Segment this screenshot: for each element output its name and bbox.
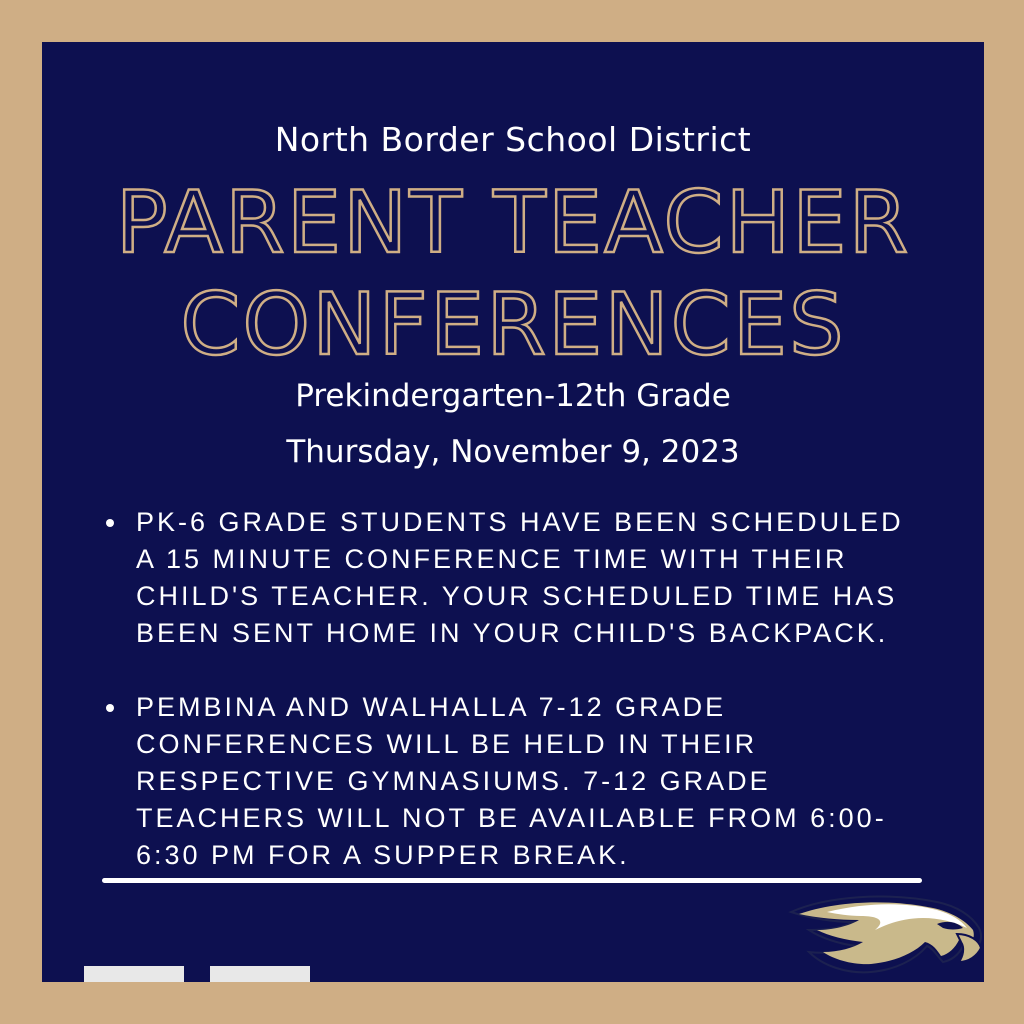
bullet-icon [106,519,114,527]
title-line-1: PARENT TEACHER [115,173,911,273]
event-date: Thursday, November 9, 2023 [286,434,740,470]
chalkboard [42,42,984,982]
eagle-head-icon [787,890,984,976]
bullet-icon [106,704,114,712]
chalk-line-divider [102,878,922,883]
chalk-piece [210,966,310,982]
district-name: North Border School District [274,120,752,159]
grades-subtitle: Prekindergarten-12th Grade [295,378,731,414]
chalk-piece [84,966,184,982]
list-item [104,504,924,652]
list-item-text: PK-6 GRADE STUDENTS HAVE BEEN SCHEDULED A 15 MINUTE CONFERENCE TIME WITH THEIR CHILD'S TEACHER. YOUR SCHEDULED TIME HAS BEEN SENT HOME IN YOUR CHILD'S BACKPACK. [136,507,904,648]
info-list [104,504,924,874]
list-item-text: PEMBINA AND WALHALLA 7-12 GRADE CONFERENCES WILL BE HELD IN THEIR RESPECTIVE GYMNASIUMS. 7-12 GRADE TEACHERS WILL NOT BE AVAILABLE FROM 6:00-6:30 PM FOR A SUPPER BREAK. [136,692,887,870]
title-line-2: CONFERENCES [180,275,846,375]
list-item [104,689,924,874]
